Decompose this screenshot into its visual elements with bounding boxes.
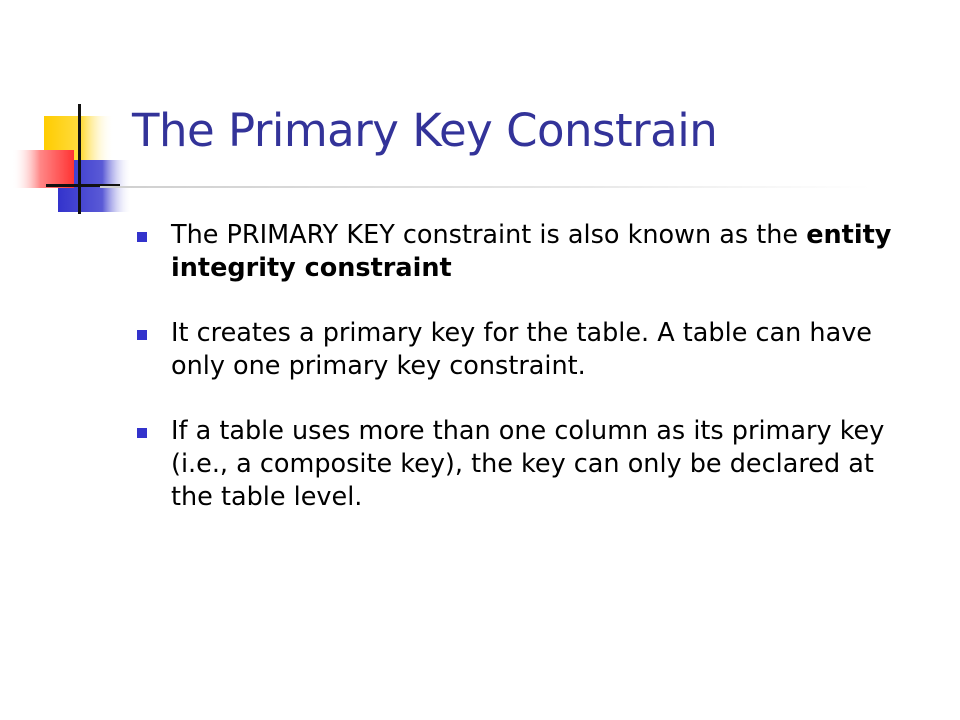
bullet-text bbox=[171, 415, 913, 514]
bullet-text-regular: If a table uses more than one column as its primary key (i.e., a composite key), the key can only be declared at the table level. bbox=[171, 416, 885, 512]
bullet-text-regular: The PRIMARY KEY constraint is also known as the bbox=[171, 220, 807, 250]
bullet-item bbox=[133, 219, 913, 285]
slide-title: The Primary Key Constrain bbox=[132, 104, 718, 157]
square-bullet-icon bbox=[137, 330, 147, 340]
bullet-item bbox=[133, 317, 913, 383]
square-bullet-icon bbox=[137, 232, 147, 242]
title-underline bbox=[100, 186, 870, 188]
bullet-item bbox=[133, 415, 913, 514]
deco-red-block bbox=[12, 150, 74, 188]
bullet-text-bold: entity integrity constraint bbox=[171, 220, 892, 283]
bullet-text bbox=[171, 317, 913, 383]
bullet-list bbox=[133, 219, 913, 546]
square-bullet-icon bbox=[137, 428, 147, 438]
deco-vertical-line bbox=[78, 104, 81, 214]
bullet-text bbox=[171, 219, 913, 285]
bullet-text-regular: It creates a primary key for the table. A table can have only one primary key constraint. bbox=[171, 318, 872, 381]
